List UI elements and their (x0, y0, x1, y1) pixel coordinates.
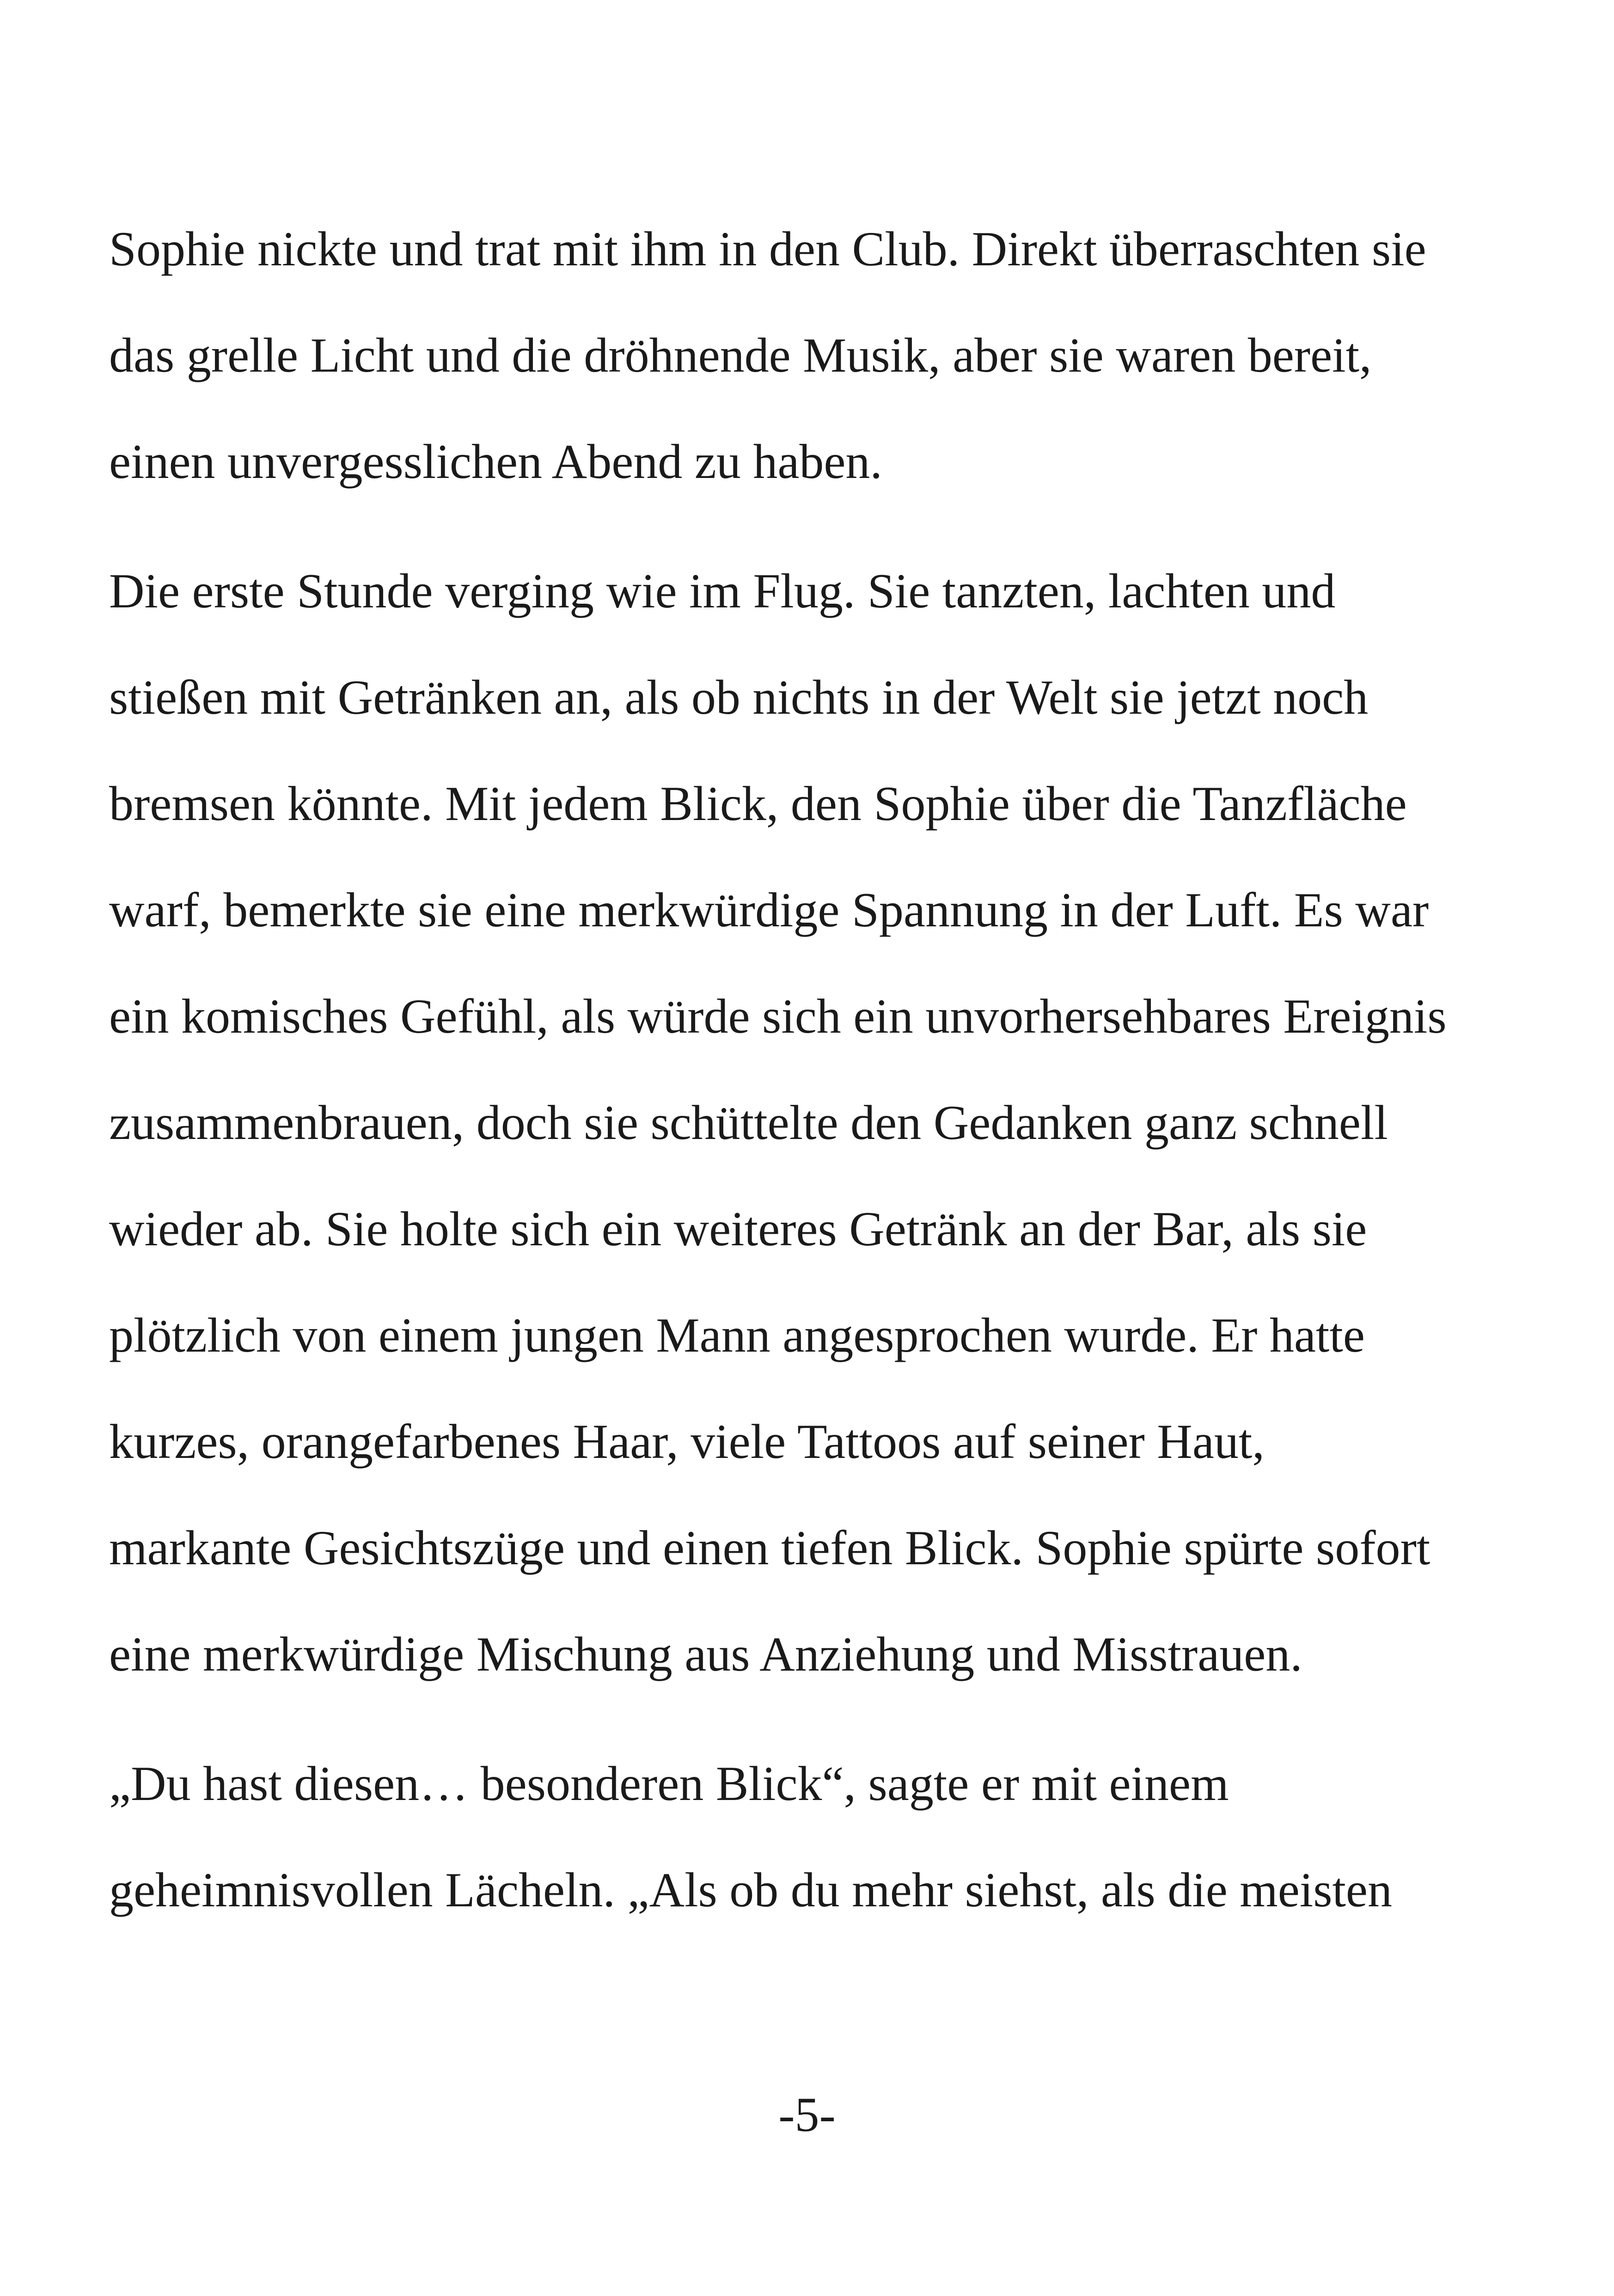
paragraph-2 (109, 538, 1514, 1708)
text-line: wieder ab. Sie holte sich ein weiteres Getränk an der Bar, als sie (109, 1202, 1367, 1256)
text-line: „Du hast diesen… besonderen Blick“, sagte er mit einem (109, 1757, 1229, 1811)
text-line: einen unvergesslichen Abend zu haben. (109, 435, 882, 489)
paragraph-3 (109, 1731, 1514, 1943)
text-line: das grelle Licht und die dröhnende Musik, aber sie waren bereit, (109, 328, 1372, 382)
text-line: kurzes, orangefarbenes Haar, viele Tattoos auf seiner Haut, (109, 1414, 1265, 1469)
text-line: eine merkwürdige Mischung aus Anziehung und Misstrauen. (109, 1627, 1302, 1681)
text-line: warf, bemerkte sie eine merkwürdige Spannung in der Luft. Es war (109, 883, 1429, 937)
text-line: bremsen könnte. Mit jedem Blick, den Sophie über die Tanzfläche (109, 777, 1407, 831)
page-number: -5- (778, 2088, 836, 2142)
text-line: markante Gesichtszüge und einen tiefen Blick. Sophie spürte sofort (109, 1521, 1431, 1575)
text-line: zusammenbrauen, doch sie schüttelte den Gedanken ganz schnell (109, 1096, 1388, 1150)
text-line: ein komisches Gefühl, als würde sich ein unvorhersehbares Ereignis (109, 989, 1447, 1043)
paragraph-spacer (109, 1708, 1514, 1731)
body-text (109, 196, 1514, 1943)
text-line: Die erste Stunde verging wie im Flug. Sie tanzten, lachten und (109, 564, 1336, 618)
text-line: Sophie nickte und trat mit ihm in den Club. Direkt überraschten sie (109, 222, 1426, 276)
paragraph-1 (109, 196, 1514, 515)
paragraph-spacer (109, 515, 1514, 538)
text-line: plötzlich von einem jungen Mann angesprochen wurde. Er hatte (109, 1308, 1365, 1362)
text-line: stießen mit Getränken an, als ob nichts in der Welt sie jetzt noch (109, 670, 1369, 724)
text-line: geheimnisvollen Lächeln. „Als ob du mehr siehst, als die meisten (109, 1863, 1392, 1917)
